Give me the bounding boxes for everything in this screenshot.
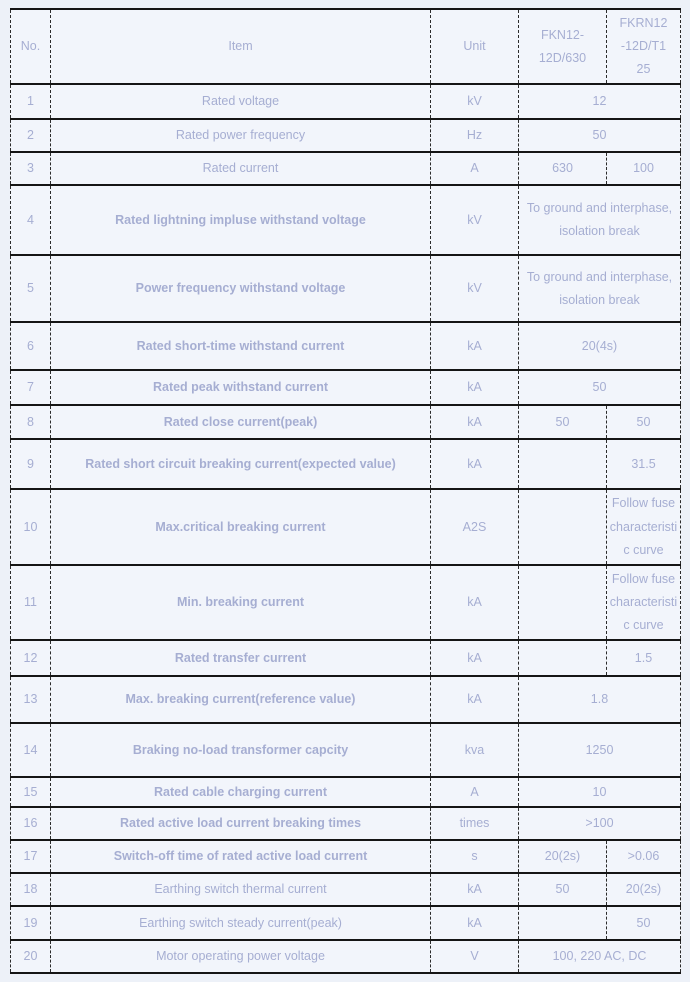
value-cell-merged: 1.8: [519, 676, 681, 723]
item-cell: Switch-off time of rated active load current: [51, 840, 431, 873]
unit-cell: A2S: [431, 489, 519, 564]
specifications-table: [10, 8, 681, 974]
value-cell-merged: >100: [519, 807, 681, 840]
item-cell: Earthing switch thermal current: [51, 873, 431, 906]
table-row: [11, 370, 681, 405]
item-cell: Rated active load current breaking times: [51, 807, 431, 840]
row-number-cell: 5: [11, 255, 51, 322]
value-cell-fkrn12: >0.06: [607, 840, 681, 873]
row-number-cell: 1: [11, 84, 51, 119]
item-cell: Rated current: [51, 152, 431, 185]
unit-cell: kA: [431, 322, 519, 370]
item-cell: Rated short-time withstand current: [51, 322, 431, 370]
value-cell-fkrn12: 1.5: [607, 640, 681, 676]
value-cell-fkn12: 50: [519, 405, 607, 439]
item-cell: Rated peak withstand current: [51, 370, 431, 405]
row-number-cell: 17: [11, 840, 51, 873]
table-row: [11, 640, 681, 676]
unit-cell: A: [431, 152, 519, 185]
row-number-cell: 8: [11, 405, 51, 439]
table-row: [11, 565, 681, 640]
unit-cell: kV: [431, 185, 519, 255]
row-number-cell: 19: [11, 906, 51, 940]
table-row: [11, 906, 681, 940]
unit-cell: s: [431, 840, 519, 873]
value-cell-fkrn12: 20(2s): [607, 873, 681, 906]
table-row: [11, 84, 681, 119]
row-number-cell: 11: [11, 565, 51, 640]
value-cell-merged: 12: [519, 84, 681, 119]
value-cell-merged: To ground and interphase, isolation break: [519, 255, 681, 322]
table-row: [11, 152, 681, 185]
unit-cell: kA: [431, 906, 519, 940]
unit-cell: Hz: [431, 119, 519, 152]
unit-cell: kV: [431, 255, 519, 322]
item-cell: Rated short circuit breaking current(expected value): [51, 439, 431, 489]
row-number-cell: 3: [11, 152, 51, 185]
value-cell-fkrn12: 50: [607, 906, 681, 940]
unit-cell: kA: [431, 405, 519, 439]
value-cell-merged: 50: [519, 119, 681, 152]
table-row: [11, 676, 681, 723]
value-cell-merged: To ground and interphase, isolation break: [519, 185, 681, 255]
table-row: [11, 777, 681, 807]
table-header: [11, 9, 681, 84]
value-cell-fkn12: [519, 640, 607, 676]
value-cell-fkn12: [519, 565, 607, 640]
item-cell: Max.critical breaking current: [51, 489, 431, 564]
item-cell: Rated cable charging current: [51, 777, 431, 807]
table-row: [11, 940, 681, 973]
row-number-cell: 6: [11, 322, 51, 370]
item-cell: Power frequency withstand voltage: [51, 255, 431, 322]
table-row: [11, 489, 681, 564]
value-cell-fkrn12: 100: [607, 152, 681, 185]
value-cell-fkn12: 630: [519, 152, 607, 185]
item-cell: Min. breaking current: [51, 565, 431, 640]
header-row: [11, 9, 681, 84]
table-row: [11, 255, 681, 322]
value-cell-merged: 50: [519, 370, 681, 405]
item-cell: Motor operating power voltage: [51, 940, 431, 973]
table-row: [11, 185, 681, 255]
row-number-cell: 18: [11, 873, 51, 906]
row-number-cell: 16: [11, 807, 51, 840]
table-row: [11, 119, 681, 152]
table-row: [11, 807, 681, 840]
unit-cell: kA: [431, 370, 519, 405]
row-number-cell: 9: [11, 439, 51, 489]
table-row: [11, 840, 681, 873]
value-cell-merged: 100, 220 AC, DC: [519, 940, 681, 973]
unit-cell: A: [431, 777, 519, 807]
value-cell-fkrn12: 50: [607, 405, 681, 439]
value-cell-fkrn12: Follow fuse characteristic curve: [607, 489, 681, 564]
value-cell-merged: 20(4s): [519, 322, 681, 370]
column-header-item: Item: [51, 9, 431, 84]
table-row: [11, 873, 681, 906]
item-cell: Braking no-load transformer capcity: [51, 723, 431, 777]
value-cell-fkn12: [519, 906, 607, 940]
column-header-unit: Unit: [431, 9, 519, 84]
item-cell: Rated voltage: [51, 84, 431, 119]
table-row: [11, 439, 681, 489]
item-cell: Max. breaking current(reference value): [51, 676, 431, 723]
table-row: [11, 723, 681, 777]
row-number-cell: 13: [11, 676, 51, 723]
row-number-cell: 7: [11, 370, 51, 405]
row-number-cell: 14: [11, 723, 51, 777]
item-cell: Rated power frequency: [51, 119, 431, 152]
item-cell: Earthing switch steady current(peak): [51, 906, 431, 940]
row-number-cell: 2: [11, 119, 51, 152]
row-number-cell: 12: [11, 640, 51, 676]
value-cell-fkrn12: Follow fuse characteristic curve: [607, 565, 681, 640]
column-header-model-fkn12: FKN12-12D/630: [519, 9, 607, 84]
unit-cell: kV: [431, 84, 519, 119]
value-cell-fkn12: [519, 489, 607, 564]
table-body: [11, 84, 681, 973]
column-header-no: No.: [11, 9, 51, 84]
value-cell-merged: 10: [519, 777, 681, 807]
unit-cell: times: [431, 807, 519, 840]
value-cell-fkrn12: 31.5: [607, 439, 681, 489]
row-number-cell: 15: [11, 777, 51, 807]
value-cell-merged: 1250: [519, 723, 681, 777]
unit-cell: V: [431, 940, 519, 973]
value-cell-fkn12: [519, 439, 607, 489]
item-cell: Rated transfer current: [51, 640, 431, 676]
column-header-model-fkrn12: FKRN12-12D/T125: [607, 9, 681, 84]
row-number-cell: 10: [11, 489, 51, 564]
table-row: [11, 405, 681, 439]
unit-cell: kA: [431, 565, 519, 640]
item-cell: Rated close current(peak): [51, 405, 431, 439]
value-cell-fkn12: 20(2s): [519, 840, 607, 873]
unit-cell: kA: [431, 873, 519, 906]
unit-cell: kA: [431, 640, 519, 676]
row-number-cell: 20: [11, 940, 51, 973]
item-cell: Rated lightning impluse withstand voltage: [51, 185, 431, 255]
table-row: [11, 322, 681, 370]
value-cell-fkn12: 50: [519, 873, 607, 906]
unit-cell: kA: [431, 439, 519, 489]
row-number-cell: 4: [11, 185, 51, 255]
unit-cell: kva: [431, 723, 519, 777]
unit-cell: kA: [431, 676, 519, 723]
